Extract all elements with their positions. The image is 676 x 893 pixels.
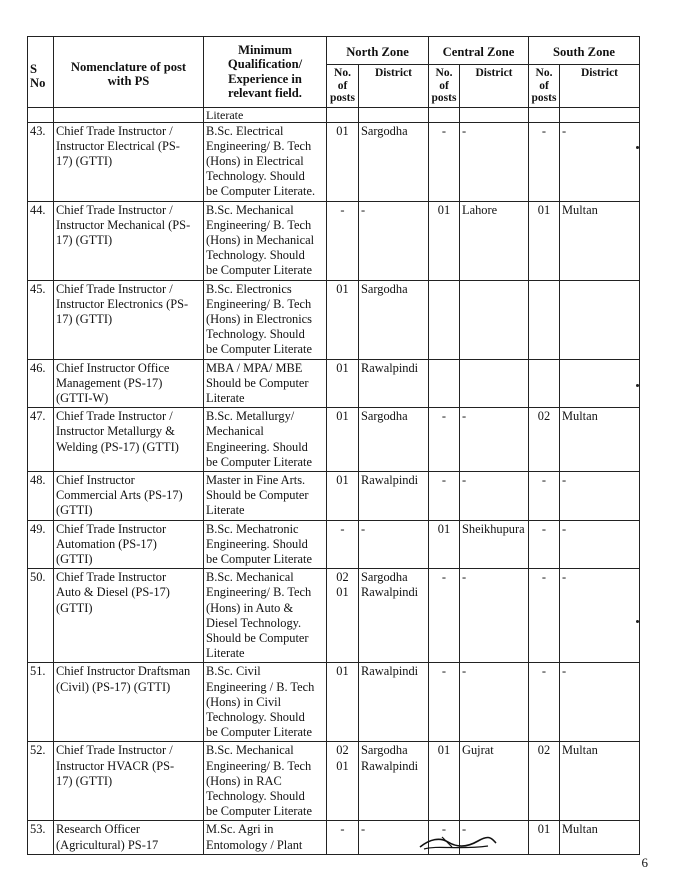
row-central-posts: 01 <box>429 742 460 821</box>
table-row <box>28 821 640 854</box>
row-south-posts: 01 <box>529 201 560 280</box>
row-north-district: Sargodha Rawalpindi <box>359 569 429 663</box>
row-central-posts: - <box>429 569 460 663</box>
table-row <box>28 520 640 569</box>
row-central-district <box>460 280 529 359</box>
row-south-district: - <box>560 663 640 742</box>
row-qualification: MBA / MPA/ MBE Should be Computer Literate <box>204 359 327 408</box>
row-sno: 52. <box>28 742 54 821</box>
row-north-district: Sargodha <box>359 122 429 201</box>
row-post: Chief Trade Instructor / Instructor Metallurgy & Welding (PS-17) (GTTI) <box>54 408 204 472</box>
header-north-district: District <box>359 65 429 108</box>
header-central-district: District <box>460 65 529 108</box>
table-row <box>28 122 640 201</box>
row-qualification: B.Sc. Electronics Engineering/ B. Tech (Hons) in Electronics Technology. Should be Computer Literate <box>204 280 327 359</box>
row-north-district: Sargodha Rawalpindi <box>359 742 429 821</box>
row-south-district: Multan <box>560 201 640 280</box>
row-south-posts <box>529 280 560 359</box>
header-north-posts: No. of posts <box>327 65 359 108</box>
header-central-posts: No. of posts <box>429 65 460 108</box>
carryover-empty-cell <box>327 107 359 122</box>
row-north-posts: - <box>327 201 359 280</box>
row-north-posts: 01 <box>327 359 359 408</box>
row-south-posts: 02 <box>529 742 560 821</box>
header-post: Nomenclature of post with PS <box>54 37 204 108</box>
row-south-district: - <box>560 122 640 201</box>
row-central-district: Sheikhupura <box>460 520 529 569</box>
row-south-district <box>560 359 640 408</box>
row-south-posts: - <box>529 663 560 742</box>
row-south-posts: - <box>529 471 560 520</box>
row-sno: 50. <box>28 569 54 663</box>
row-qualification: Master in Fine Arts. Should be Computer Literate <box>204 471 327 520</box>
row-south-posts: - <box>529 122 560 201</box>
row-central-district: Lahore <box>460 201 529 280</box>
header-row-top <box>28 37 640 65</box>
table-row <box>28 280 640 359</box>
header-central-zone: Central Zone <box>429 37 529 65</box>
carryover-empty-cell <box>529 107 560 122</box>
row-north-posts: - <box>327 821 359 854</box>
row-central-district: - <box>460 569 529 663</box>
row-post: Chief Instructor Office Management (PS-17) (GTTI-W) <box>54 359 204 408</box>
row-north-district: Sargodha <box>359 280 429 359</box>
row-south-district: Multan <box>560 408 640 472</box>
row-south-district: - <box>560 471 640 520</box>
speck-mark <box>636 620 639 623</box>
row-qualification: B.Sc. Metallurgy/ Mechanical Engineering. Should be Computer Literate <box>204 408 327 472</box>
row-qualification: B.Sc. Civil Engineering / B. Tech (Hons) in Civil Technology. Should be Computer Literate <box>204 663 327 742</box>
carryover-sno <box>28 107 54 122</box>
row-central-district: - <box>460 821 529 854</box>
row-central-district: - <box>460 408 529 472</box>
row-north-district: Rawalpindi <box>359 663 429 742</box>
table-row <box>28 408 640 472</box>
row-north-posts: 02 01 <box>327 569 359 663</box>
row-central-posts: 01 <box>429 520 460 569</box>
row-north-district: - <box>359 201 429 280</box>
row-sno: 44. <box>28 201 54 280</box>
row-central-posts: - <box>429 471 460 520</box>
row-post: Chief Trade Instructor Auto & Diesel (PS-17) (GTTI) <box>54 569 204 663</box>
table-row <box>28 569 640 663</box>
row-south-posts: - <box>529 569 560 663</box>
table-row <box>28 742 640 821</box>
row-south-posts <box>529 359 560 408</box>
row-central-posts: 01 <box>429 201 460 280</box>
header-sno: S No <box>28 37 54 108</box>
carryover-empty-cell <box>560 107 640 122</box>
row-post: Chief Trade Instructor Automation (PS-17) (GTTI) <box>54 520 204 569</box>
signature-scribble <box>418 833 498 858</box>
row-sno: 51. <box>28 663 54 742</box>
row-sno: 48. <box>28 471 54 520</box>
header-qualification: Minimum Qualification/ Experience in relevant field. <box>204 37 327 108</box>
row-post: Chief Trade Instructor / Instructor Electronics (PS- 17) (GTTI) <box>54 280 204 359</box>
row-post: Chief Instructor Draftsman (Civil) (PS-17) (GTTI) <box>54 663 204 742</box>
page-number: 6 <box>641 855 648 870</box>
row-north-posts: 01 <box>327 122 359 201</box>
row-qualification: B.Sc. Electrical Engineering/ B. Tech (Hons) in Electrical Technology. Should be Computer Literate. <box>204 122 327 201</box>
row-north-district: - <box>359 821 429 854</box>
row-south-district: - <box>560 569 640 663</box>
header-south-posts: No. of posts <box>529 65 560 108</box>
row-central-district: - <box>460 663 529 742</box>
row-north-posts: 01 <box>327 471 359 520</box>
row-south-posts: 02 <box>529 408 560 472</box>
carryover-qualification: Literate <box>204 107 327 122</box>
row-north-district: Rawalpindi <box>359 359 429 408</box>
row-north-posts: - <box>327 520 359 569</box>
row-central-posts: - <box>429 122 460 201</box>
row-qualification: M.Sc. Agri in Entomology / Plant <box>204 821 327 854</box>
row-sno: 45. <box>28 280 54 359</box>
row-post: Chief Instructor Commercial Arts (PS-17) (GTTI) <box>54 471 204 520</box>
row-central-district: Gujrat <box>460 742 529 821</box>
row-central-district <box>460 359 529 408</box>
row-north-posts: 02 01 <box>327 742 359 821</box>
row-south-district: - <box>560 520 640 569</box>
row-post: Research Officer (Agricultural) PS-17 <box>54 821 204 854</box>
row-post: Chief Trade Instructor / Instructor Mechanical (PS- 17) (GTTI) <box>54 201 204 280</box>
speck-mark <box>636 384 639 387</box>
table-row <box>28 471 640 520</box>
table-row <box>28 359 640 408</box>
carryover-empty-cell <box>359 107 429 122</box>
carryover-empty-cell <box>460 107 529 122</box>
row-north-district: Rawalpindi <box>359 471 429 520</box>
row-post: Chief Trade Instructor / Instructor HVACR (PS- 17) (GTTI) <box>54 742 204 821</box>
row-north-district: - <box>359 520 429 569</box>
table-row <box>28 201 640 280</box>
row-north-posts: 01 <box>327 408 359 472</box>
header-south-zone: South Zone <box>529 37 640 65</box>
row-central-district: - <box>460 122 529 201</box>
row-south-district: Multan <box>560 821 640 854</box>
carryover-post <box>54 107 204 122</box>
row-sno: 49. <box>28 520 54 569</box>
speck-mark <box>636 146 639 149</box>
header-south-district: District <box>560 65 640 108</box>
row-qualification: B.Sc. Mechatronic Engineering. Should be Computer Literate <box>204 520 327 569</box>
row-north-posts: 01 <box>327 280 359 359</box>
row-post: Chief Trade Instructor / Instructor Electrical (PS- 17) (GTTI) <box>54 122 204 201</box>
row-north-posts: 01 <box>327 663 359 742</box>
row-sno: 46. <box>28 359 54 408</box>
row-central-posts: - <box>429 663 460 742</box>
row-central-posts <box>429 280 460 359</box>
row-north-district: Sargodha <box>359 408 429 472</box>
row-south-posts: 01 <box>529 821 560 854</box>
row-central-district: - <box>460 471 529 520</box>
row-sno: 53. <box>28 821 54 854</box>
table-body <box>28 107 640 854</box>
row-south-district: Multan <box>560 742 640 821</box>
row-south-posts: - <box>529 520 560 569</box>
carryover-empty-cell <box>429 107 460 122</box>
table-row <box>28 663 640 742</box>
row-south-district <box>560 280 640 359</box>
row-qualification: B.Sc. Mechanical Engineering/ B. Tech (Hons) in RAC Technology. Should be Computer Literate <box>204 742 327 821</box>
row-qualification: B.Sc. Mechanical Engineering/ B. Tech (Hons) in Auto & Diesel Technology. Should be Computer Literate <box>204 569 327 663</box>
posts-table <box>27 36 640 855</box>
row-central-posts <box>429 359 460 408</box>
row-central-posts: - <box>429 408 460 472</box>
row-sno: 47. <box>28 408 54 472</box>
row-sno: 43. <box>28 122 54 201</box>
recruitment-table-page <box>27 36 640 855</box>
row-central-posts: - <box>429 821 460 854</box>
row-qualification: B.Sc. Mechanical Engineering/ B. Tech (Hons) in Mechanical Technology. Should be Computer Literate <box>204 201 327 280</box>
carryover-row <box>28 107 640 122</box>
header-north-zone: North Zone <box>327 37 429 65</box>
